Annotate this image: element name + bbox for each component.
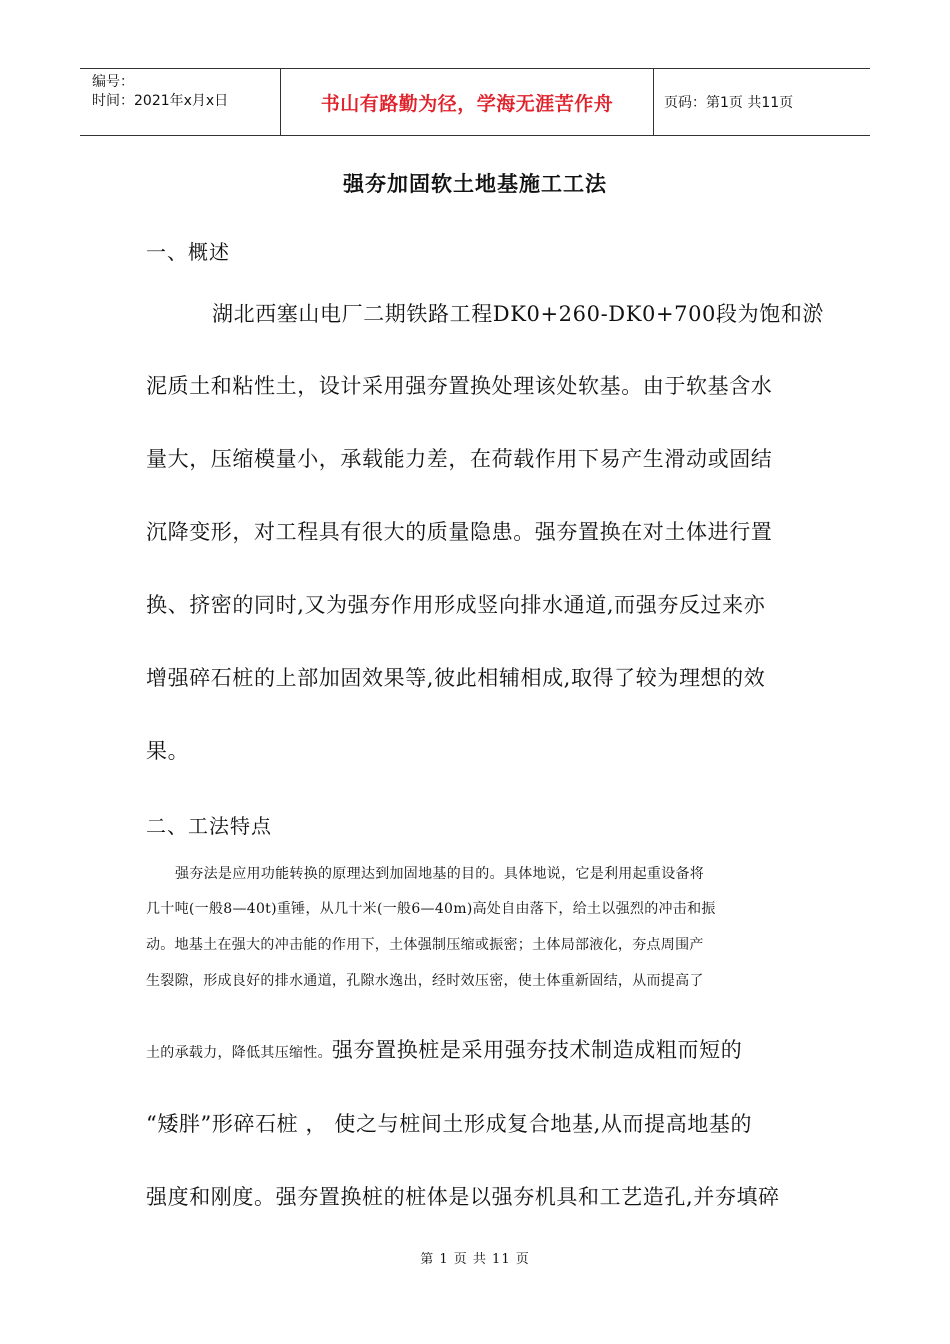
document-title: 强夯加固软土地基施工工法 bbox=[343, 172, 607, 196]
document-number-label: 编号： bbox=[92, 74, 134, 90]
mixed-large-text: 强夯置换桩是采用强夯技术制造成粗而短的 bbox=[331, 1038, 743, 1062]
mixed-paragraph-line bbox=[146, 1034, 742, 1064]
paragraph-line: 泥质土和粘性土，设计采用强夯置换处理该处软基。由于软基含水 bbox=[146, 374, 773, 398]
paragraph-line: 果。 bbox=[146, 739, 190, 763]
page-info-text: 页码：第1页 共11页 bbox=[664, 95, 794, 111]
page-footer: 第 1 页 共 11 页 bbox=[420, 1252, 530, 1267]
paragraph-line: “矮胖”形碎石桩 ， 使之与桩间土形成复合地基,从而提高地基的 bbox=[146, 1112, 753, 1136]
paragraph-line: 换、挤密的同时,又为强夯作用形成竖向排水通道,而强夯反过来亦 bbox=[146, 593, 766, 617]
paragraph-line: 湖北西塞山电厂二期铁路工程DK0+260-DK0+700段为饱和淤 bbox=[212, 302, 825, 326]
small-paragraph-line: 生裂隙，形成良好的排水通道，孔隙水逸出，经时效压密，使土体重新固结，从而提高了 bbox=[146, 973, 704, 989]
mixed-small-text: 土的承载力，降低其压缩性。 bbox=[146, 1045, 332, 1061]
paragraph-line: 量大，压缩模量小，承载能力差，在荷载作用下易产生滑动或固结 bbox=[146, 447, 773, 471]
motto-text: 书山有路勤为径，学海无涯苦作舟 bbox=[320, 92, 614, 115]
header-page-cell bbox=[654, 69, 870, 135]
paragraph-line: 强度和刚度。强夯置换桩的桩体是以强夯机具和工艺造孔,并夯填碎 bbox=[146, 1185, 780, 1209]
paragraph-line: 增强碎石桩的上部加固效果等,彼此相辅相成,取得了较为理想的效 bbox=[146, 666, 766, 690]
small-paragraph-line: 几十吨(一般8—40t)重锤，从几十米(一般6—40m)高处自由落下，给土以强烈的冲击和振 bbox=[146, 901, 716, 917]
header-info-cell bbox=[80, 69, 281, 135]
small-paragraph-line: 动。地基土在强大的冲击能的作用下，土体强制压缩或振密；土体局部液化，夯点周围产 bbox=[146, 937, 704, 953]
small-paragraph-line: 强夯法是应用功能转换的原理达到加固地基的目的。具体地说，它是利用起重设备将 bbox=[175, 866, 705, 882]
document-date-label: 时间：2021年x月x日 bbox=[92, 93, 229, 109]
header-table bbox=[80, 68, 870, 136]
paragraph-line: 沉降变形，对工程具有很大的质量隐患。强夯置换在对土体进行置 bbox=[146, 520, 773, 544]
header-motto-cell bbox=[281, 69, 654, 135]
section-heading-features: 二、工法特点 bbox=[146, 814, 272, 838]
section-heading-overview: 一、概述 bbox=[146, 240, 230, 264]
